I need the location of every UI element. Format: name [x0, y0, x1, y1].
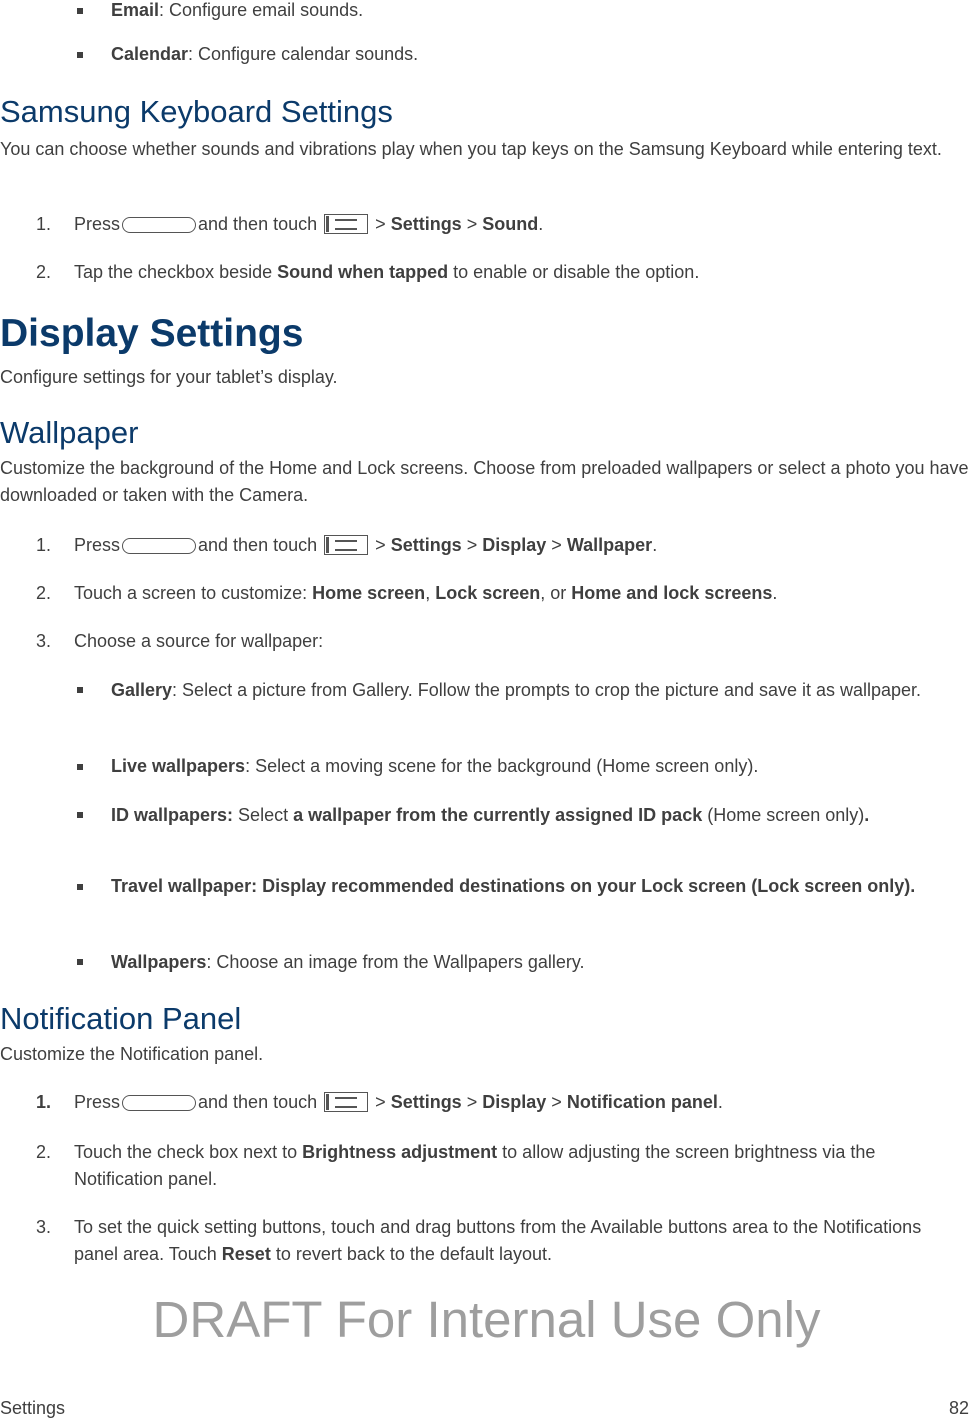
keyboard-heading: Samsung Keyboard Settings: [0, 94, 393, 129]
menu-key-icon: [324, 1092, 368, 1112]
menu-key-icon: [324, 535, 368, 555]
step-number: 1.: [36, 214, 52, 234]
keyboard-step-1: Press and then touch > Settings > Sound.: [74, 214, 544, 234]
bullet-email: Email: Configure email sounds.: [111, 0, 364, 20]
bullet-calendar: Calendar: Configure calendar sounds.: [111, 44, 419, 64]
notification-intro: Customize the Notification panel.: [0, 1044, 264, 1064]
wallpaper-step-1: Press and then touch > Settings > Display > Wallpaper.: [74, 535, 658, 555]
option-id-wallpapers: ID wallpapers: Select a wallpaper from the currently assigned ID pack (Home screen only).: [111, 805, 870, 825]
display-intro: Configure settings for your tablet’s display.: [0, 367, 338, 387]
step-number: 2.: [36, 262, 52, 282]
step-number: 3.: [36, 1217, 52, 1237]
notification-step-1: Press and then touch > Settings > Display > Notification panel.: [74, 1092, 723, 1112]
bullet-icon: [77, 884, 83, 890]
step-number: 1.: [36, 535, 52, 555]
home-key-icon: [122, 1095, 196, 1111]
wallpaper-heading: Wallpaper: [0, 415, 139, 450]
bullet-icon: [77, 687, 83, 693]
keyboard-step-2: Tap the checkbox beside Sound when tapped to enable or disable the option.: [74, 262, 700, 282]
option-travel-wallpaper: Travel wallpaper: Display recommended destinations on your Lock screen (Lock screen only).: [111, 876, 916, 896]
keyboard-intro: You can choose whether sounds and vibrations play when you tap keys on the Samsung Keyboard while entering text.: [0, 139, 942, 159]
footer-page-number: 82: [948, 1398, 969, 1418]
display-heading: Display Settings: [0, 312, 304, 355]
wallpaper-intro: Customize the background of the Home and Lock screens. Choose from preloaded wallpapers or select a photo you have downloaded or taken with the Camera.: [0, 458, 969, 505]
home-key-icon: [122, 217, 196, 233]
bullet-icon: [77, 812, 83, 818]
bullet-icon: [77, 52, 83, 58]
wallpaper-step-3: Choose a source for wallpaper:: [74, 631, 324, 651]
option-live-wallpapers: Live wallpapers: Select a moving scene for the background (Home screen only).: [111, 756, 759, 776]
step-number: 2.: [36, 1142, 52, 1162]
home-key-icon: [122, 538, 196, 554]
bullet-icon: [77, 959, 83, 965]
notification-heading: Notification Panel: [0, 1001, 242, 1036]
step-number: 1.: [36, 1092, 52, 1112]
notification-step-2: Touch the check box next to Brightness adjustment to allow adjusting the screen brightness via the Notification panel.: [74, 1142, 876, 1189]
wallpaper-step-2: Touch a screen to customize: Home screen, Lock screen, or Home and lock screens.: [74, 583, 778, 603]
option-gallery: Gallery: Select a picture from Gallery. Follow the prompts to crop the picture and save it as wallpaper.: [111, 680, 922, 700]
step-number: 2.: [36, 583, 52, 603]
footer-section: Settings: [0, 1398, 66, 1418]
option-wallpapers: Wallpapers: Choose an image from the Wallpapers gallery.: [111, 952, 585, 972]
bullet-icon: [77, 8, 83, 14]
menu-key-icon: [324, 214, 368, 234]
draft-watermark: DRAFT For Internal Use Only: [152, 1291, 821, 1348]
notification-step-3: To set the quick setting buttons, touch and drag buttons from the Available buttons area to the Notifications panel area. Touch Reset to revert back to the default layout.: [74, 1217, 922, 1264]
step-number: 3.: [36, 631, 52, 651]
bullet-icon: [77, 764, 83, 770]
